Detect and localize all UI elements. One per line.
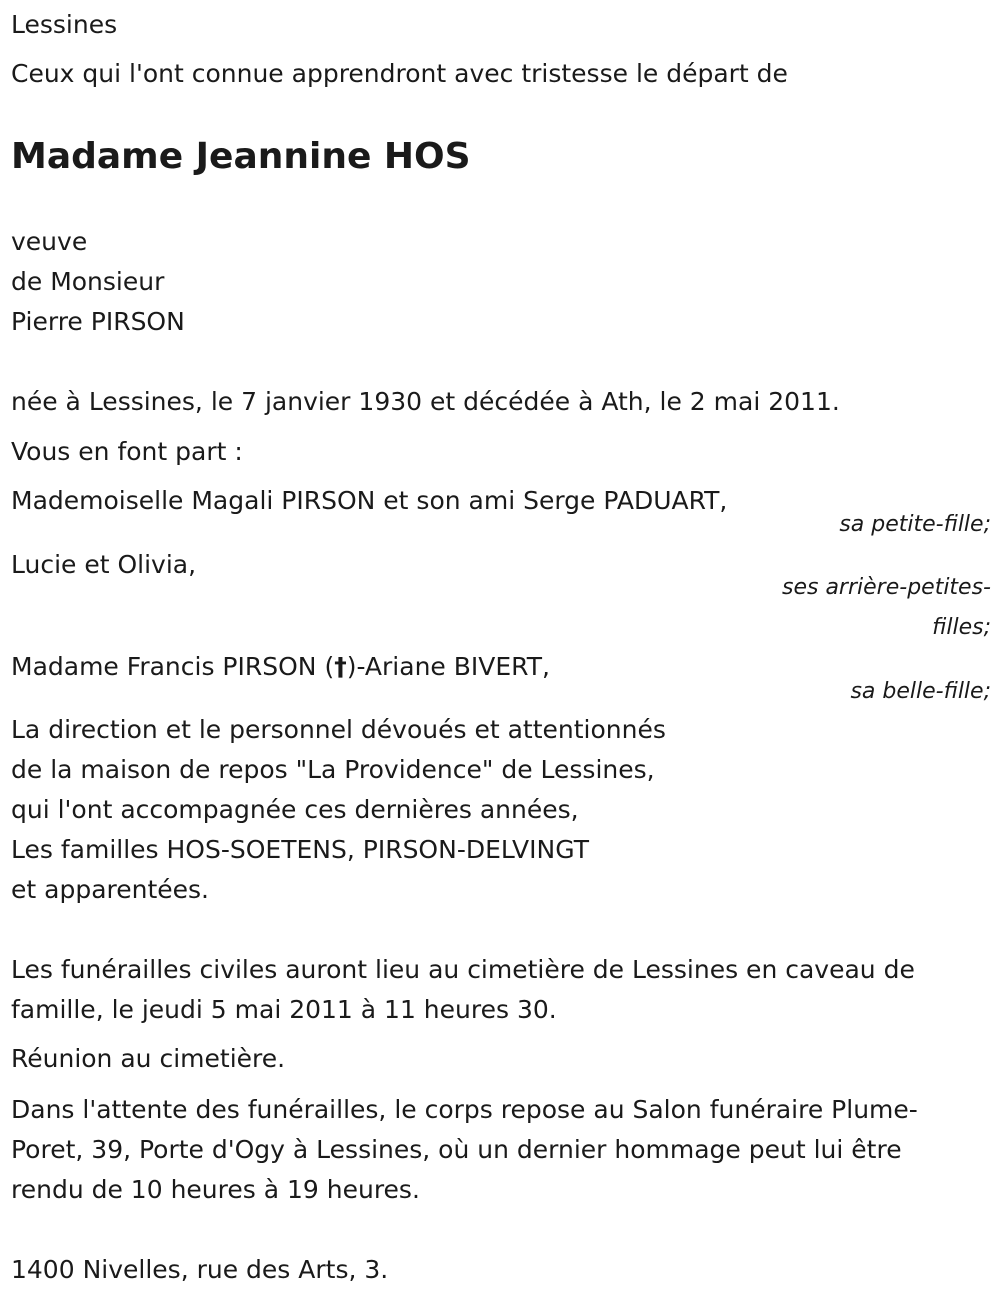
family-member-relation: sa belle-fille; [850, 679, 991, 704]
funeral-line: Les funérailles civiles auront lieu au cimetière de Lessines en caveau de [11, 955, 915, 984]
location-heading: Lessines [11, 10, 118, 39]
others-line: Les familles HOS-SOETENS, PIRSON-DELVINGT [11, 835, 589, 864]
birth-death-text: née à Lessines, le 7 janvier 1930 et décédée à Ath, le 2 mai 2011. [11, 387, 840, 416]
meeting-text: Réunion au cimetière. [11, 1044, 286, 1073]
viewing-line: Poret, 39, Porte d'Ogy à Lessines, où un dernier hommage peut lui être [11, 1135, 902, 1164]
announce-intro: Vous en font part : [11, 437, 243, 466]
funeral-line: famille, le jeudi 5 mai 2011 à 11 heures 30. [11, 995, 557, 1024]
address-text: 1400 Nivelles, rue des Arts, 3. [11, 1255, 389, 1284]
intro-text: Ceux qui l'ont connue apprendront avec tristesse le départ de [11, 59, 788, 88]
family-member-relation: filles; [932, 615, 991, 640]
name-part: )-Ariane BIVERT, [346, 652, 550, 681]
viewing-line: rendu de 10 heures à 19 heures. [11, 1175, 420, 1204]
cross-icon: † [334, 652, 347, 681]
others-line: de la maison de repos "La Providence" de Lessines, [11, 755, 655, 784]
spouse-line-3: Pierre PIRSON [11, 307, 185, 336]
spouse-line-2: de Monsieur [11, 267, 165, 296]
viewing-line: Dans l'attente des funérailles, le corps repose au Salon funéraire Plume- [11, 1095, 918, 1124]
family-member-name: Mademoiselle Magali PIRSON et son ami Serge PADUART, [11, 486, 728, 515]
family-member-relation: ses arrière-petites- [782, 575, 991, 600]
others-line: et apparentées. [11, 875, 209, 904]
name-part: Madame Francis PIRSON ( [11, 652, 335, 681]
family-member-name: Lucie et Olivia, [11, 550, 197, 579]
deceased-name: Madame Jeannine HOS [11, 136, 471, 177]
family-member-name [11, 647, 550, 687]
family-member-relation: sa petite-fille; [839, 512, 991, 537]
spouse-line-1: veuve [11, 227, 88, 256]
others-line: qui l'ont accompagnée ces dernières années, [11, 795, 579, 824]
others-line: La direction et le personnel dévoués et attentionnés [11, 715, 666, 744]
